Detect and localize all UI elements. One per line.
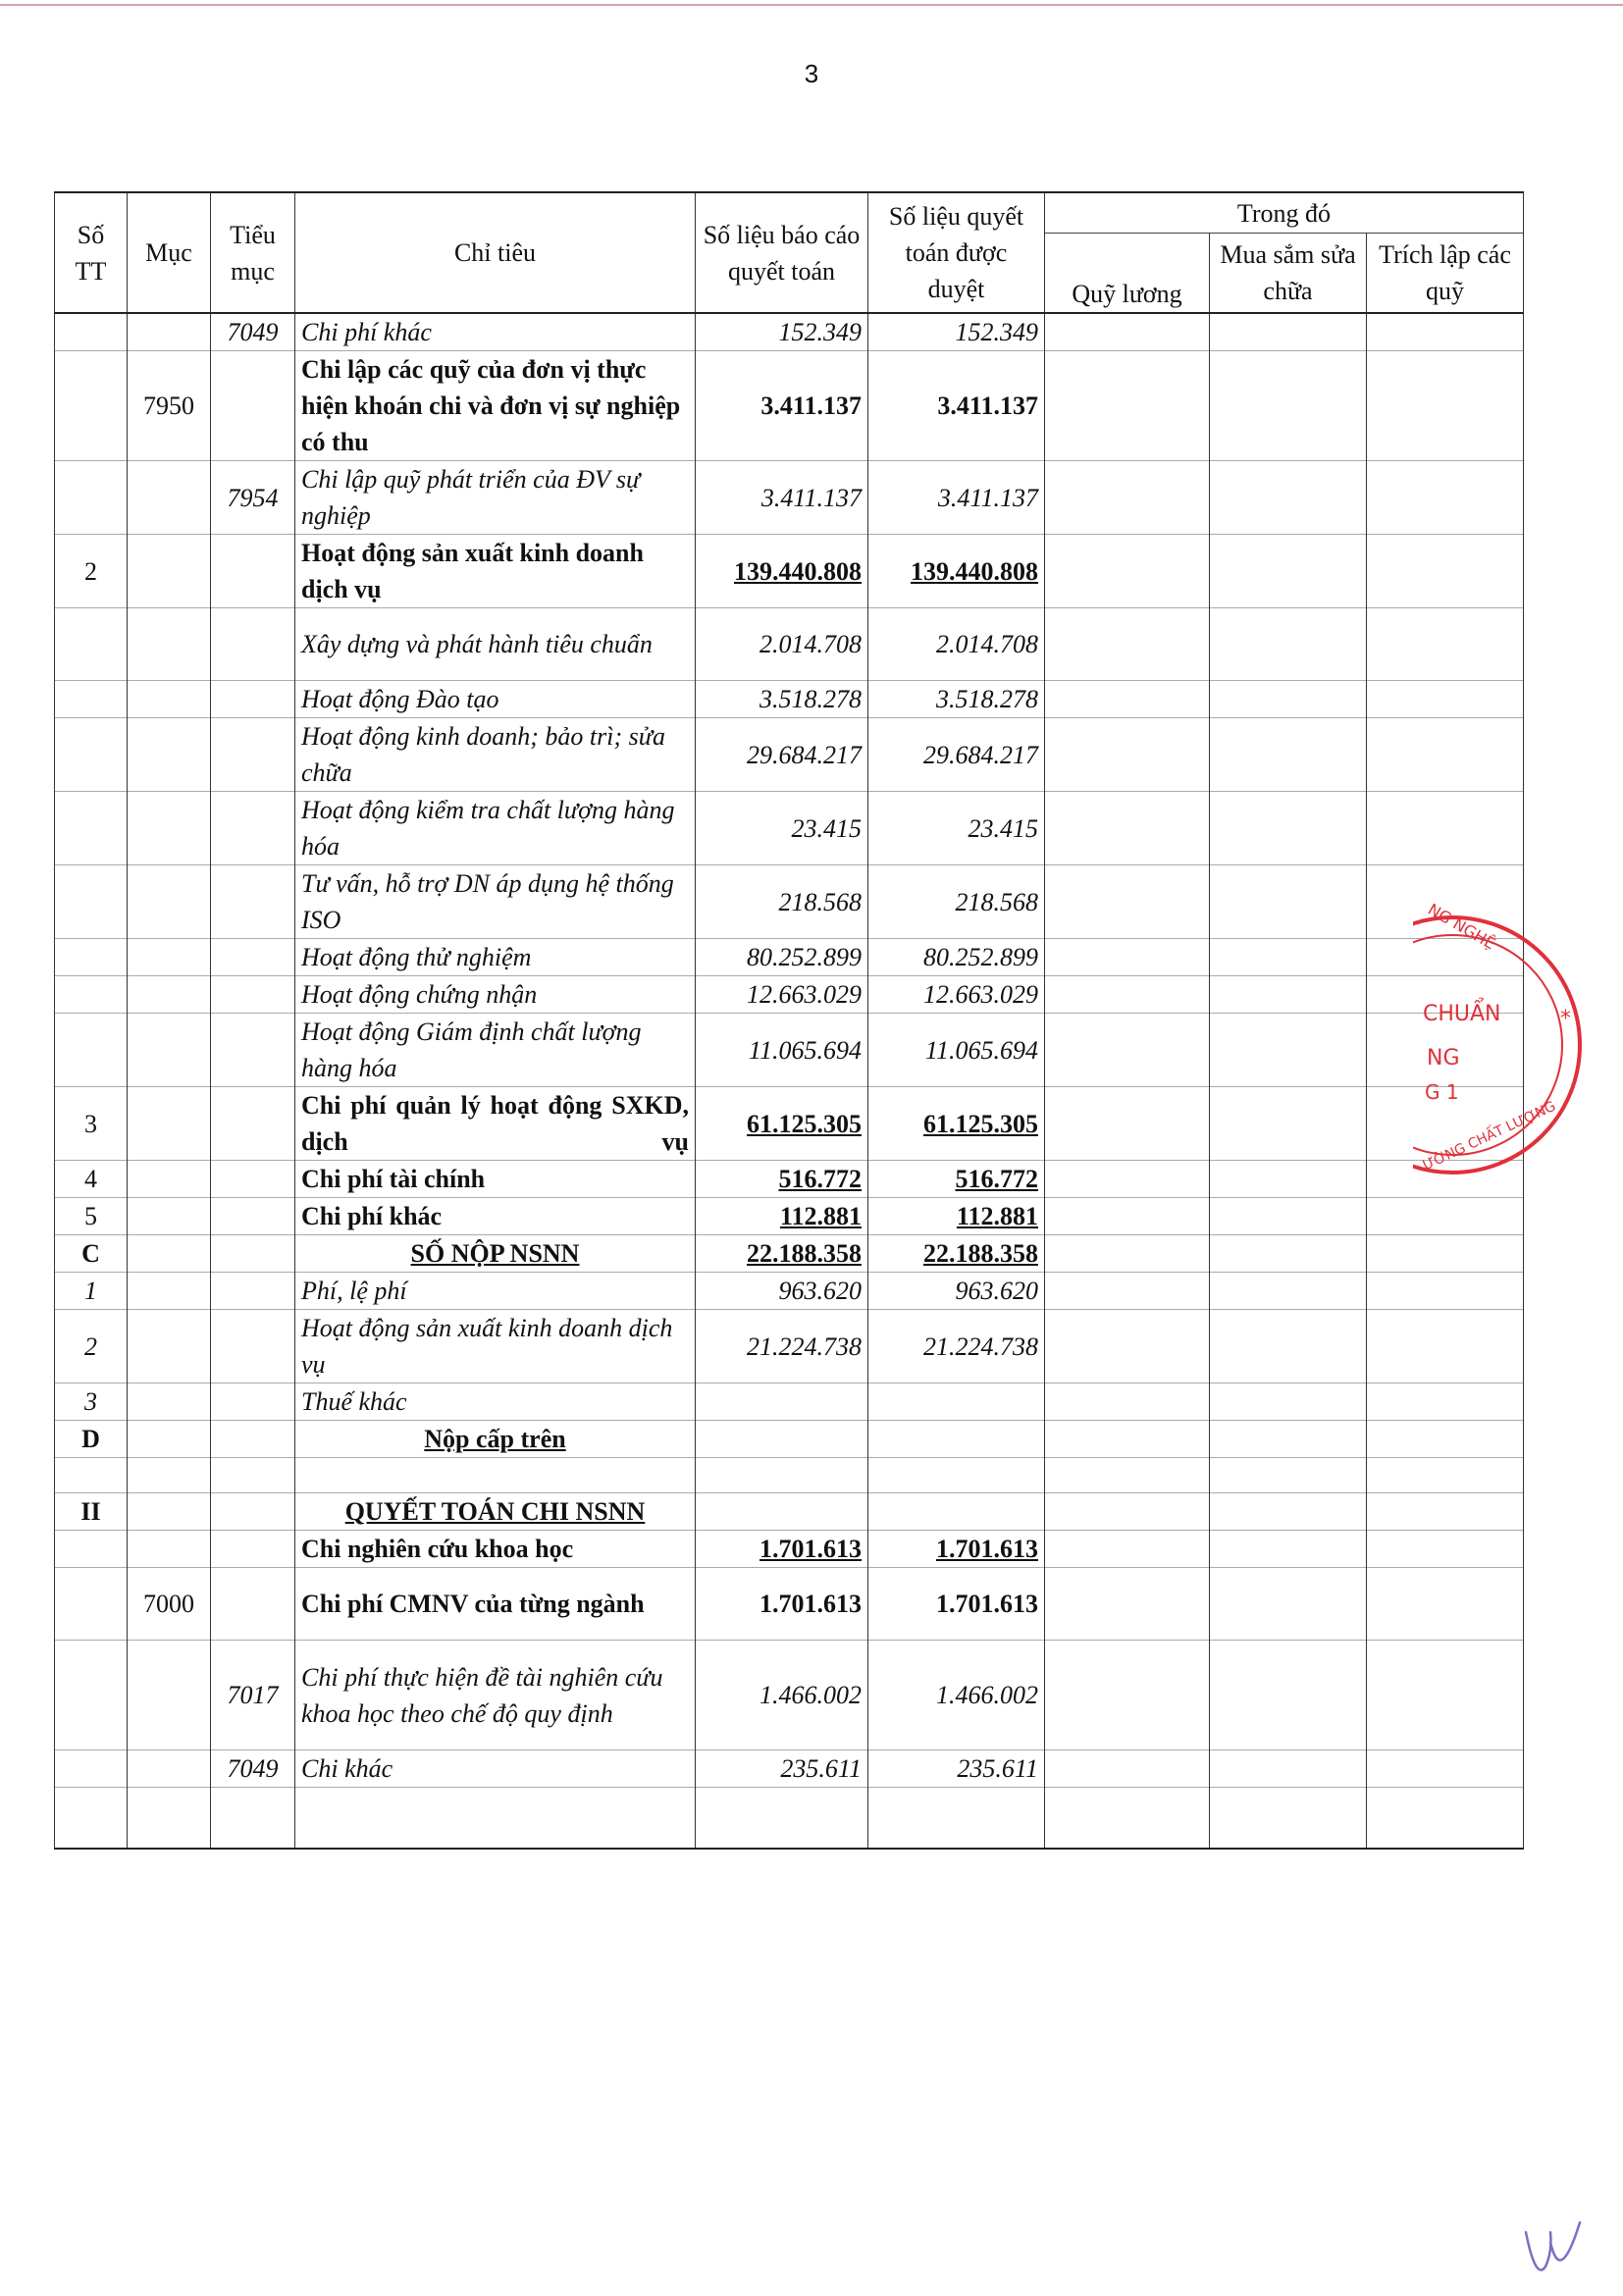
cell-bao-cao: 218.568 (696, 865, 868, 939)
cell-chi-tieu: Chi phí tài chính (295, 1161, 696, 1198)
cell-duyet: 2.014.708 (868, 608, 1045, 681)
cell-stt: 3 (55, 1087, 128, 1161)
cell-trich-lap (1367, 608, 1524, 681)
cell-trich-lap (1367, 535, 1524, 608)
cell-quy-luong (1045, 976, 1210, 1014)
cell-bao-cao: 12.663.029 (696, 976, 868, 1014)
cell-tieu-muc (211, 535, 295, 608)
cell-bao-cao: 1.466.002 (696, 1641, 868, 1750)
cell-muc (128, 1421, 211, 1458)
cell-quy-luong (1045, 313, 1210, 351)
cell-bao-cao (696, 1421, 868, 1458)
cell-quy-luong (1045, 1310, 1210, 1383)
cell-trich-lap (1367, 792, 1524, 865)
cell-tieu-muc (211, 1568, 295, 1641)
cell-stt (55, 865, 128, 939)
cell-bao-cao: 152.349 (696, 313, 868, 351)
cell-chi-tieu: Chi phí quản lý hoạt động SXKD, dịch vụ (295, 1087, 696, 1161)
cell-muc (128, 1235, 211, 1273)
cell-chi-tieu: Chi phí CMNV của từng ngành (295, 1568, 696, 1641)
cell-bao-cao: 80.252.899 (696, 939, 868, 976)
cell-chi-tieu: Phí, lệ phí (295, 1273, 696, 1310)
cell-chi-tieu (295, 1788, 696, 1849)
cell-stt: 1 (55, 1273, 128, 1310)
cell-tieu-muc: 7049 (211, 1750, 295, 1788)
cell-tieu-muc (211, 1421, 295, 1458)
cell-stt (55, 792, 128, 865)
cell-bao-cao (696, 1788, 868, 1849)
cell-duyet: 3.518.278 (868, 681, 1045, 718)
cell-trich-lap (1367, 1458, 1524, 1493)
cell-tieu-muc (211, 865, 295, 939)
cell-stt (55, 681, 128, 718)
cell-mua-sam (1210, 1087, 1367, 1161)
cell-muc (128, 1087, 211, 1161)
cell-stt (55, 1014, 128, 1087)
cell-chi-tieu: Chi lập các quỹ của đơn vị thực hiện khoán chi và đơn vị sự nghiệp có thu (295, 351, 696, 461)
cell-mua-sam (1210, 939, 1367, 976)
cell-mua-sam (1210, 681, 1367, 718)
cell-muc (128, 1531, 211, 1568)
cell-mua-sam (1210, 1788, 1367, 1849)
table-row (55, 939, 1524, 976)
cell-stt: 2 (55, 1310, 128, 1383)
cell-stt (55, 976, 128, 1014)
cell-stt: D (55, 1421, 128, 1458)
cell-muc: 7000 (128, 1568, 211, 1641)
cell-trich-lap (1367, 1310, 1524, 1383)
cell-mua-sam (1210, 1014, 1367, 1087)
table-row (55, 1198, 1524, 1235)
cell-mua-sam (1210, 1383, 1367, 1421)
col-header-trich-lap: Trích lập các quỹ (1367, 234, 1524, 314)
table-row (55, 461, 1524, 535)
cell-tieu-muc (211, 792, 295, 865)
cell-muc (128, 1383, 211, 1421)
cell-chi-tieu: Xây dựng và phát hành tiêu chuẩn (295, 608, 696, 681)
cell-muc: 7950 (128, 351, 211, 461)
cell-quy-luong (1045, 1273, 1210, 1310)
cell-stt: II (55, 1493, 128, 1531)
cell-bao-cao: 11.065.694 (696, 1014, 868, 1087)
col-header-chi-tieu: Chỉ tiêu (295, 192, 696, 313)
cell-stt (55, 1788, 128, 1849)
cell-quy-luong (1045, 1235, 1210, 1273)
cell-quy-luong (1045, 1568, 1210, 1641)
cell-tieu-muc (211, 1087, 295, 1161)
cell-muc (128, 976, 211, 1014)
cell-trich-lap (1367, 1788, 1524, 1849)
cell-chi-tieu: Chi phí khác (295, 313, 696, 351)
cell-duyet: 218.568 (868, 865, 1045, 939)
cell-muc (128, 1458, 211, 1493)
cell-duyet: 22.188.358 (868, 1235, 1045, 1273)
table-row (55, 718, 1524, 792)
cell-quy-luong (1045, 1493, 1210, 1531)
cell-mua-sam (1210, 1568, 1367, 1641)
cell-mua-sam (1210, 1750, 1367, 1788)
cell-tieu-muc: 7017 (211, 1641, 295, 1750)
cell-quy-luong (1045, 608, 1210, 681)
cell-bao-cao: 516.772 (696, 1161, 868, 1198)
table-row (55, 976, 1524, 1014)
table-row (55, 313, 1524, 351)
cell-duyet: 3.411.137 (868, 461, 1045, 535)
cell-bao-cao: 22.188.358 (696, 1235, 868, 1273)
cell-mua-sam (1210, 792, 1367, 865)
cell-stt (55, 1750, 128, 1788)
cell-duyet: 963.620 (868, 1273, 1045, 1310)
page-top-border (0, 4, 1623, 6)
cell-muc (128, 1788, 211, 1849)
red-seal-stamp (1413, 888, 1590, 1182)
cell-quy-luong (1045, 1458, 1210, 1493)
cell-mua-sam (1210, 1310, 1367, 1383)
cell-duyet: 29.684.217 (868, 718, 1045, 792)
cell-chi-tieu (295, 1458, 696, 1493)
col-header-trong-do: Trong đó (1045, 192, 1524, 234)
table-row (55, 792, 1524, 865)
cell-tieu-muc (211, 351, 295, 461)
cell-muc (128, 1493, 211, 1531)
cell-bao-cao (696, 1458, 868, 1493)
cell-quy-luong (1045, 939, 1210, 976)
col-header-duyet: Số liệu quyết toán được duyệt (868, 192, 1045, 313)
cell-mua-sam (1210, 461, 1367, 535)
cell-tieu-muc: 7049 (211, 313, 295, 351)
cell-stt: C (55, 1235, 128, 1273)
cell-chi-tieu: Chi phí khác (295, 1198, 696, 1235)
cell-chi-tieu: Hoạt động sản xuất kinh doanh dịch vụ (295, 535, 696, 608)
cell-stt (55, 1568, 128, 1641)
cell-chi-tieu: Hoạt động Giám định chất lượng hàng hóa (295, 1014, 696, 1087)
finance-table (54, 191, 1524, 1850)
table-row (55, 1568, 1524, 1641)
cell-chi-tieu: Chi nghiên cứu khoa học (295, 1531, 696, 1568)
cell-muc (128, 1273, 211, 1310)
table-row (55, 1014, 1524, 1087)
cell-bao-cao: 3.411.137 (696, 461, 868, 535)
cell-trich-lap (1367, 1641, 1524, 1750)
cell-mua-sam (1210, 1531, 1367, 1568)
header-row-1 (55, 192, 1524, 234)
cell-quy-luong (1045, 681, 1210, 718)
cell-trich-lap (1367, 313, 1524, 351)
table-row (55, 1788, 1524, 1849)
cell-quy-luong (1045, 1383, 1210, 1421)
cell-mua-sam (1210, 1641, 1367, 1750)
cell-mua-sam (1210, 1421, 1367, 1458)
col-header-stt: Số TT (55, 192, 128, 313)
cell-stt: 4 (55, 1161, 128, 1198)
cell-tieu-muc (211, 1383, 295, 1421)
table-row (55, 1273, 1524, 1310)
cell-quy-luong (1045, 535, 1210, 608)
cell-stt (55, 1641, 128, 1750)
cell-chi-tieu: Hoạt động chứng nhận (295, 976, 696, 1014)
cell-chi-tieu: SỐ NỘP NSNN (295, 1235, 696, 1273)
col-header-tieu-muc: Tiểu mục (211, 192, 295, 313)
cell-muc (128, 1641, 211, 1750)
cell-stt (55, 608, 128, 681)
table-row (55, 351, 1524, 461)
stamp-text-2: CHUẨN (1423, 1002, 1501, 1026)
cell-duyet: 152.349 (868, 313, 1045, 351)
cell-trich-lap (1367, 681, 1524, 718)
stamp-star: * (1560, 1007, 1571, 1031)
cell-duyet (868, 1788, 1045, 1849)
cell-tieu-muc (211, 1458, 295, 1493)
table-row (55, 865, 1524, 939)
cell-mua-sam (1210, 976, 1367, 1014)
cell-tieu-muc (211, 976, 295, 1014)
cell-chi-tieu: Thuế khác (295, 1383, 696, 1421)
cell-tieu-muc (211, 939, 295, 976)
cell-duyet: 61.125.305 (868, 1087, 1045, 1161)
cell-duyet: 139.440.808 (868, 535, 1045, 608)
cell-muc (128, 1161, 211, 1198)
table-row (55, 1750, 1524, 1788)
table-row (55, 681, 1524, 718)
table-row (55, 608, 1524, 681)
cell-muc (128, 1750, 211, 1788)
cell-duyet (868, 1383, 1045, 1421)
cell-chi-tieu: Hoạt động Đào tạo (295, 681, 696, 718)
cell-trich-lap (1367, 1383, 1524, 1421)
cell-chi-tieu: Chi phí thực hiện đề tài nghiên cứu khoa học theo chế độ quy định (295, 1641, 696, 1750)
cell-stt (55, 351, 128, 461)
cell-muc (128, 313, 211, 351)
cell-bao-cao: 23.415 (696, 792, 868, 865)
cell-quy-luong (1045, 1788, 1210, 1849)
cell-bao-cao: 139.440.808 (696, 535, 868, 608)
cell-mua-sam (1210, 1493, 1367, 1531)
cell-trich-lap (1367, 461, 1524, 535)
cell-tieu-muc (211, 1531, 295, 1568)
cell-quy-luong (1045, 1421, 1210, 1458)
table-row (55, 1383, 1524, 1421)
cell-muc (128, 1198, 211, 1235)
cell-mua-sam (1210, 1235, 1367, 1273)
table-row (55, 1235, 1524, 1273)
cell-bao-cao (696, 1383, 868, 1421)
cell-quy-luong (1045, 792, 1210, 865)
cell-stt (55, 313, 128, 351)
cell-quy-luong (1045, 1198, 1210, 1235)
cell-quy-luong (1045, 461, 1210, 535)
col-header-quy-luong: Quỹ lương (1045, 234, 1210, 314)
cell-trich-lap (1367, 1493, 1524, 1531)
cell-duyet (868, 1493, 1045, 1531)
cell-muc (128, 1310, 211, 1383)
cell-chi-tieu: Hoạt động kinh doanh; bảo trì; sửa chữa (295, 718, 696, 792)
signature (1521, 2213, 1590, 2291)
cell-muc (128, 681, 211, 718)
cell-tieu-muc (211, 1273, 295, 1310)
cell-duyet: 1.466.002 (868, 1641, 1045, 1750)
cell-mua-sam (1210, 608, 1367, 681)
cell-mua-sam (1210, 865, 1367, 939)
cell-duyet: 1.701.613 (868, 1531, 1045, 1568)
cell-bao-cao: 235.611 (696, 1750, 868, 1788)
cell-tieu-muc (211, 718, 295, 792)
cell-chi-tieu: Chi lập quỹ phát triển của ĐV sự nghiệp (295, 461, 696, 535)
table-row (55, 1641, 1524, 1750)
cell-quy-luong (1045, 1641, 1210, 1750)
col-header-bao-cao: Số liệu báo cáo quyết toán (696, 192, 868, 313)
cell-bao-cao: 3.518.278 (696, 681, 868, 718)
cell-chi-tieu: Tư vấn, hỗ trợ DN áp dụng hệ thống ISO (295, 865, 696, 939)
cell-trich-lap (1367, 1531, 1524, 1568)
cell-duyet: 21.224.738 (868, 1310, 1045, 1383)
cell-tieu-muc (211, 1788, 295, 1849)
cell-stt (55, 1531, 128, 1568)
table-row (55, 1087, 1524, 1161)
cell-quy-luong (1045, 1087, 1210, 1161)
table-row (55, 1458, 1524, 1493)
cell-trich-lap (1367, 351, 1524, 461)
cell-chi-tieu: Chi khác (295, 1750, 696, 1788)
cell-mua-sam (1210, 535, 1367, 608)
cell-mua-sam (1210, 351, 1367, 461)
cell-duyet: 235.611 (868, 1750, 1045, 1788)
col-header-mua-sam: Mua sắm sửa chữa (1210, 234, 1367, 314)
cell-chi-tieu: Hoạt động sản xuất kinh doanh dịch vụ (295, 1310, 696, 1383)
cell-tieu-muc (211, 1235, 295, 1273)
cell-mua-sam (1210, 718, 1367, 792)
cell-stt (55, 461, 128, 535)
cell-chi-tieu: Nộp cấp trên (295, 1421, 696, 1458)
cell-muc (128, 1014, 211, 1087)
stamp-text-5: ƯỜNG CHẤT LƯỢNG (1420, 1098, 1559, 1174)
cell-muc (128, 939, 211, 976)
stamp-text-4: G 1 (1425, 1080, 1459, 1104)
cell-bao-cao: 2.014.708 (696, 608, 868, 681)
table-row (55, 535, 1524, 608)
cell-chi-tieu: Hoạt động kiểm tra chất lượng hàng hóa (295, 792, 696, 865)
cell-chi-tieu: QUYẾT TOÁN CHI NSNN (295, 1493, 696, 1531)
cell-mua-sam (1210, 1458, 1367, 1493)
cell-quy-luong (1045, 351, 1210, 461)
cell-bao-cao (696, 1493, 868, 1531)
cell-duyet: 80.252.899 (868, 939, 1045, 976)
cell-stt (55, 939, 128, 976)
table-row (55, 1493, 1524, 1531)
cell-muc (128, 535, 211, 608)
cell-tieu-muc (211, 681, 295, 718)
cell-trich-lap (1367, 1421, 1524, 1458)
col-header-muc: Mục (128, 192, 211, 313)
cell-trich-lap (1367, 1198, 1524, 1235)
cell-bao-cao: 112.881 (696, 1198, 868, 1235)
cell-bao-cao: 21.224.738 (696, 1310, 868, 1383)
cell-duyet: 12.663.029 (868, 976, 1045, 1014)
cell-quy-luong (1045, 1014, 1210, 1087)
cell-muc (128, 792, 211, 865)
cell-duyet: 23.415 (868, 792, 1045, 865)
cell-stt: 2 (55, 535, 128, 608)
table-row (55, 1310, 1524, 1383)
cell-bao-cao: 1.701.613 (696, 1531, 868, 1568)
cell-stt (55, 1458, 128, 1493)
cell-bao-cao: 29.684.217 (696, 718, 868, 792)
cell-chi-tieu: Hoạt động thử nghiệm (295, 939, 696, 976)
cell-quy-luong (1045, 865, 1210, 939)
cell-mua-sam (1210, 1273, 1367, 1310)
cell-bao-cao: 3.411.137 (696, 351, 868, 461)
cell-duyet: 11.065.694 (868, 1014, 1045, 1087)
cell-duyet: 1.701.613 (868, 1568, 1045, 1641)
cell-bao-cao: 1.701.613 (696, 1568, 868, 1641)
cell-trich-lap (1367, 1273, 1524, 1310)
cell-stt (55, 718, 128, 792)
cell-tieu-muc (211, 1161, 295, 1198)
cell-mua-sam (1210, 1198, 1367, 1235)
cell-tieu-muc (211, 1493, 295, 1531)
cell-mua-sam (1210, 1161, 1367, 1198)
cell-duyet (868, 1458, 1045, 1493)
cell-duyet: 3.411.137 (868, 351, 1045, 461)
cell-tieu-muc (211, 1198, 295, 1235)
cell-duyet: 516.772 (868, 1161, 1045, 1198)
cell-tieu-muc (211, 1014, 295, 1087)
cell-tieu-muc (211, 1310, 295, 1383)
cell-trich-lap (1367, 1750, 1524, 1788)
cell-duyet: 112.881 (868, 1198, 1045, 1235)
cell-bao-cao: 61.125.305 (696, 1087, 868, 1161)
cell-quy-luong (1045, 718, 1210, 792)
cell-mua-sam (1210, 313, 1367, 351)
cell-muc (128, 608, 211, 681)
cell-trich-lap (1367, 718, 1524, 792)
stamp-text-1: NG NGHỆ (1425, 900, 1499, 954)
page-number: 3 (804, 59, 819, 88)
cell-trich-lap (1367, 1568, 1524, 1641)
cell-trich-lap (1367, 1235, 1524, 1273)
table-row (55, 1161, 1524, 1198)
cell-quy-luong (1045, 1161, 1210, 1198)
cell-tieu-muc: 7954 (211, 461, 295, 535)
stamp-text-3: NG (1427, 1046, 1460, 1070)
table-row (55, 1531, 1524, 1568)
cell-quy-luong (1045, 1531, 1210, 1568)
cell-muc (128, 461, 211, 535)
cell-duyet (868, 1421, 1045, 1458)
table-row (55, 1421, 1524, 1458)
cell-tieu-muc (211, 608, 295, 681)
cell-muc (128, 718, 211, 792)
cell-bao-cao: 963.620 (696, 1273, 868, 1310)
cell-muc (128, 865, 211, 939)
cell-quy-luong (1045, 1750, 1210, 1788)
cell-stt: 5 (55, 1198, 128, 1235)
cell-stt: 3 (55, 1383, 128, 1421)
